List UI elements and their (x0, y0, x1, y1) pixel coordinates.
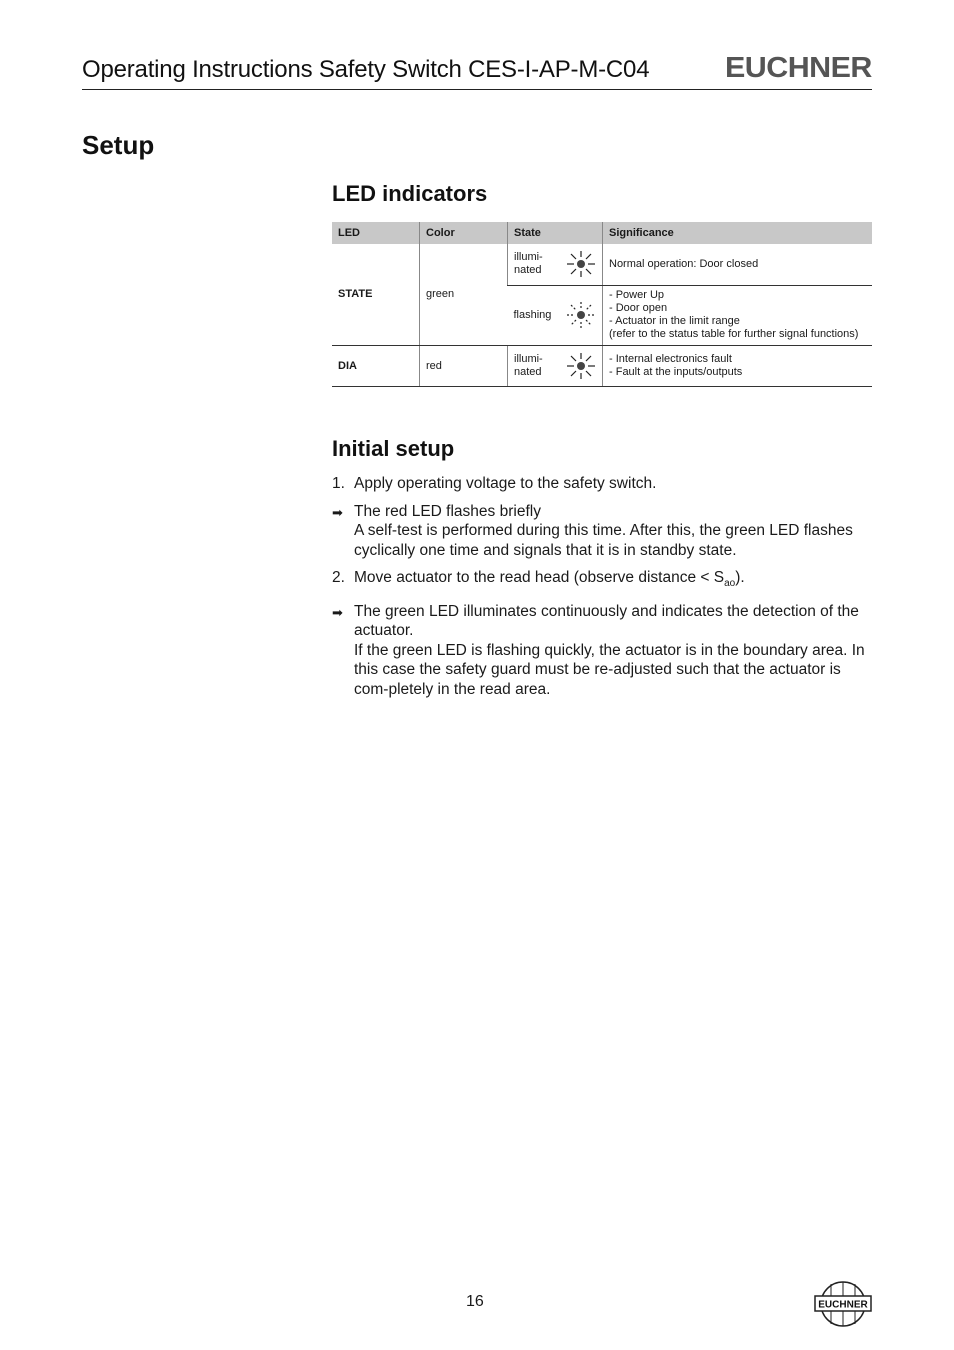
euchner-seal-logo (814, 1280, 872, 1328)
column-header-led: LED (332, 222, 420, 244)
table-header-row (332, 222, 872, 244)
led-state-text: flashing (513, 308, 552, 321)
seal-text: EUCHNER (818, 1299, 868, 1311)
step-text-after: ). (735, 569, 745, 586)
led-indicators-heading: LED indicators (332, 181, 488, 206)
step-number: 2. (332, 569, 345, 586)
step-text: Apply operating voltage to the safety switch. (354, 475, 657, 492)
step-number: 1. (332, 475, 345, 492)
led-significance-cell: Normal operation: Door closed (603, 244, 873, 285)
section-title: Setup (82, 130, 155, 160)
step-text: The red LED flashes briefly A self-test is performed during this time. After this, the green LED flashes cyclically one time and signals that it is in standby state. (354, 502, 853, 559)
step-text (354, 569, 745, 590)
column-header-significance: Significance (603, 222, 873, 244)
page-number: 16 (466, 1293, 484, 1310)
led-color-cell: red (420, 345, 508, 386)
list-item (332, 474, 877, 494)
led-state-text: illumi- nated (514, 352, 543, 378)
document-title: Operating Instructions Safety Switch CES-I-AP-M-C04 (82, 56, 650, 83)
list-item (332, 502, 877, 561)
led-significance-cell: - Internal electronics fault - Fault at the inputs/outputs (603, 345, 873, 386)
led-color-cell: green (420, 244, 508, 345)
step-text-before: Move actuator to the read head (observe distance < S (354, 569, 725, 586)
led-name-cell: DIA (332, 345, 420, 386)
column-header-state: State (508, 222, 603, 244)
led-significance-cell: - Power Up - Door open - Actuator in the limit range (refer to the status table for further signal functions) (603, 285, 873, 345)
led-name-cell: STATE (332, 244, 420, 345)
list-item (332, 602, 877, 700)
list-item (332, 568, 877, 594)
step-subscript: ao (724, 578, 736, 590)
page-header (82, 50, 872, 90)
column-header-color: Color (420, 222, 508, 244)
table-row (332, 345, 872, 386)
arrow-right-icon: ➡ (332, 604, 343, 620)
led-state-text: illumi- nated (514, 251, 543, 277)
led-flashing-icon (566, 301, 596, 329)
setup-steps (332, 474, 877, 707)
table-row (332, 244, 872, 285)
led-illuminated-icon (566, 250, 596, 278)
arrow-right-icon: ➡ (332, 504, 343, 520)
led-state-cell (508, 285, 603, 345)
led-indicators-table (332, 222, 872, 387)
euchner-logo: EUCHNER (725, 52, 872, 84)
led-state-cell (508, 244, 603, 285)
led-state-cell (508, 345, 603, 386)
led-illuminated-icon (566, 352, 596, 380)
step-text: The green LED illuminates continuously and indicates the detection of the actuator. If the green LED is flashing quickly, the actuator is in the boundary area. In this case the safety guard must be re-adjusted such that the actuator is com-pletely in the read area. (354, 602, 865, 698)
initial-setup-heading: Initial setup (332, 436, 455, 461)
